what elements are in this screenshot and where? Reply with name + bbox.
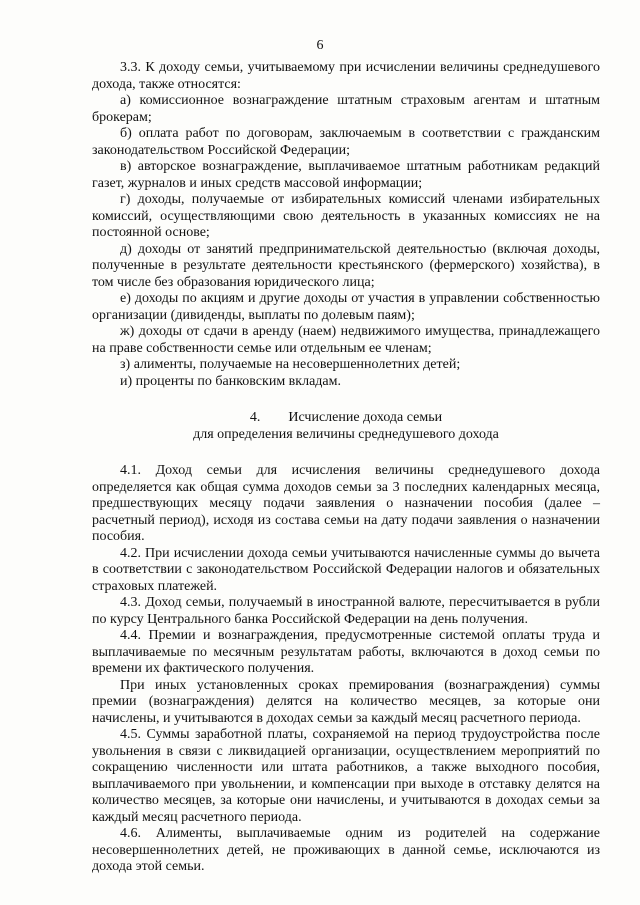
- list-item-i: и) проценты по банковским вкладам.: [120, 373, 341, 389]
- list-item-g: г) доходы, получаемые от избирательных комиссий членами избирательных комиссий, осуществляющими свою деятельность в указанных комиссиях не на постоянной основе;: [92, 192, 600, 240]
- section-4-title-line2: для определения величины среднедушевого дохода: [193, 426, 499, 442]
- list-item-e: е) доходы по акциям и другие доходы от участия в управлении собственностью организации (дивиденды, выплаты по долевым паям);: [92, 291, 600, 323]
- section-4-title: Исчисление дохода семьи: [288, 410, 443, 425]
- paragraph-4-6: 4.6. Алименты, выплачиваемые одним из родителей на содержание несовершеннолетних детей, не проживающих в данной семье, исключаются из дохода этой семьи.: [92, 826, 600, 874]
- paragraph-4-4-continued: При иных установленных сроках премирования (вознаграждения) суммы премии (вознаграждения) делятся на количество месяцев, за которые они начислены, и учитываются в доходах семьи за каждый месяц расчетного периода.: [92, 677, 600, 726]
- list-item-v: в) авторское вознаграждение, выплачиваемое штатным работникам редакций газет, журналов и иных средств массовой информации;: [92, 159, 600, 191]
- list-item-d: д) доходы от занятий предпринимательской деятельностью (включая доходы, полученные в результате деятельности крестьянского (фермерского) хозяйства), в том числе без образования юридического лица;: [92, 241, 600, 290]
- paragraph-4-2: 4.2. При исчислении дохода семьи учитываются начисленные суммы до вычета в соответствии с законодательством Российской Федерации налогов и обязательных страховых платежей.: [92, 545, 600, 594]
- paragraph-4-5: 4.5. Суммы заработной платы, сохраняемой на период трудоустройства после увольнения в связи с ликвидацией организации, осуществлением мероприятий по сокращению численности или штата работников, а также выходного пособия, выплачиваемого при увольнении, и компенсации при выходе в отставку делятся на количество месяцев, за которые они начислены, и учитываются в доходах семьи за каждый месяц расчетного периода.: [92, 727, 600, 825]
- document-body: [92, 60, 600, 876]
- section-4-heading: [92, 410, 600, 443]
- paragraph-4-4: 4.4. Премии и вознаграждения, предусмотренные системой оплаты труда и выплачиваемые по месячным результатам работы, включаются в доход семьи по времени их фактического получения.: [92, 628, 600, 676]
- section-4-number: 4.: [249, 410, 261, 425]
- list-item-a: а) комиссионное вознаграждение штатным страховым агентам и штатным брокерам;: [92, 93, 600, 125]
- list-item-z: з) алименты, получаемые на несовершеннолетних детей;: [120, 357, 461, 372]
- list-item-zh: ж) доходы от сдачи в аренду (наем) недвижимого имущества, принадлежащего на праве собственности семье или отдельным ее членам;: [92, 324, 600, 356]
- page-number: 6: [316, 38, 324, 53]
- paragraph-3-3: 3.3. К доходу семьи, учитываемому при исчислении величины среднедушевого дохода, также относятся:: [92, 60, 600, 92]
- paragraph-4-1: 4.1. Доход семьи для исчисления величины среднедушевого дохода определяется как общая сумма доходов семьи за 3 последних календарных месяца, предшествующих месяцу подачи заявления о назначении пособия (далее – расчетный период), исходя из состава семьи на дату подачи заявления о назначении пособия.: [92, 463, 600, 544]
- paragraph-4-3: 4.3. Доход семьи, получаемый в иностранной валюте, пересчитывается в рубли по курсу Центрального банка Российской Федерации на день получения.: [92, 595, 600, 627]
- section-4-title-line1: [92, 410, 600, 427]
- list-item-b: б) оплата работ по договорам, заключаемым в соответствии с гражданским законодательством Российской Федерации;: [92, 126, 600, 158]
